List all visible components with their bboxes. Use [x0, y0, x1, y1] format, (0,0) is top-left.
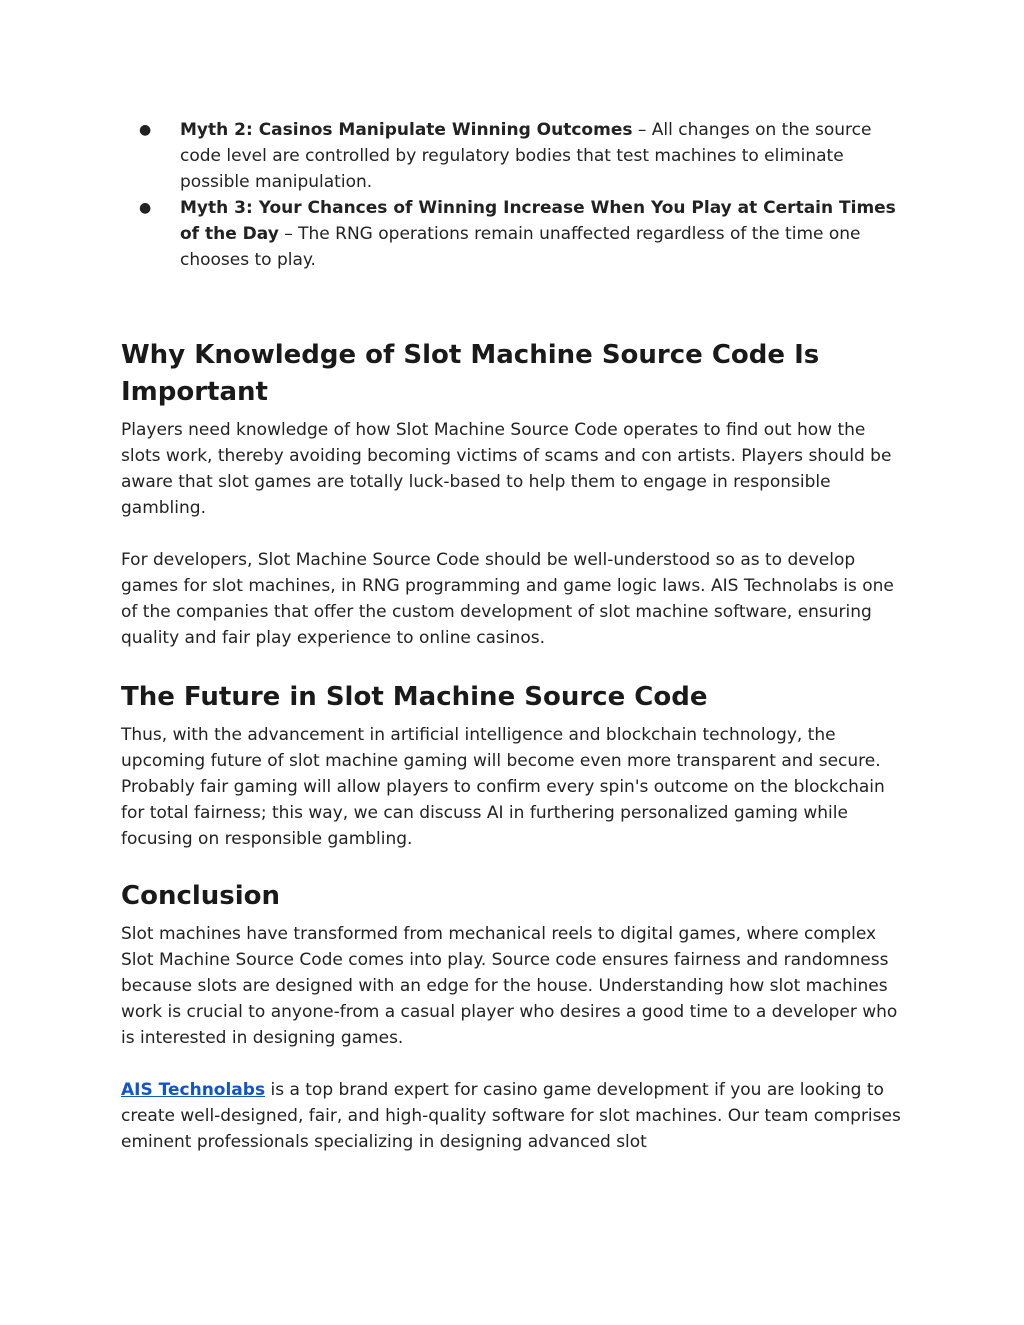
list-item [121, 195, 903, 273]
myth-separator: – [278, 224, 299, 244]
why-heading: Why Knowledge of Slot Machine Source Code Is Important [121, 340, 820, 407]
conclusion-paragraph-2 [121, 1077, 903, 1155]
conclusion-heading: Conclusion [121, 881, 281, 911]
conclusion-paragraph-1: Slot machines have transformed from mechanical reels to digital games, where complex Slot Machine Source Code comes into play. Source code ensures fairness and randomness because slots are designed with an edge for the house. Understanding how slot machines work is crucial to anyone-from a casual player who desires a good time to a developer who is interested in designing games. [121, 924, 898, 1048]
why-paragraph-1: Players need knowledge of how Slot Machine Source Code operates to find out how the slots work, thereby avoiding becoming victims of scams and con artists. Players should be aware that slot games are totally luck-based to help them to engage in responsible gambling. [121, 420, 892, 518]
document-page [121, 117, 903, 1155]
myths-list [121, 117, 903, 273]
why-paragraph-2: For developers, Slot Machine Source Code should be well-understood so as to develop games for slot machines, in RNG programming and game logic laws. AIS Technolabs is one of the companies that offer the custom development of slot machine software, ensuring quality and fair play experience to online casinos. [121, 550, 894, 648]
list-item [121, 117, 903, 195]
bullet-icon: ● [139, 200, 152, 216]
myth-text: All changes on the source code level are controlled by regulatory bodies that test machines to eliminate possible manipulation. [180, 120, 872, 192]
myth-title: Myth 3: Your Chances of Winning Increase When You Play at Certain Times of the Day [180, 198, 896, 244]
bullet-icon: ● [139, 122, 152, 138]
ais-technolabs-link[interactable]: AIS Technolabs [121, 1080, 266, 1100]
future-paragraph-1: Thus, with the advancement in artificial intelligence and blockchain technology, the upcoming future of slot machine gaming will become even more transparent and secure. Probably fair gaming will allow players to confirm every spin's outcome on the blockchain for total fairness; this way, we can discuss AI in furthering personalized gaming while focusing on responsible gambling. [121, 725, 885, 849]
myth-title: Myth 2: Casinos Manipulate Winning Outcomes [180, 120, 633, 140]
myth-text: The RNG operations remain unaffected regardless of the time one chooses to play. [180, 224, 861, 270]
future-heading: The Future in Slot Machine Source Code [121, 682, 708, 712]
myth-separator: – [632, 120, 652, 140]
conclusion-paragraph-2-text: is a top brand expert for casino game development if you are looking to create well-designed, fair, and high-quality software for slot machines. Our team comprises eminent professionals specializing in designing advanced slot [121, 1080, 901, 1152]
